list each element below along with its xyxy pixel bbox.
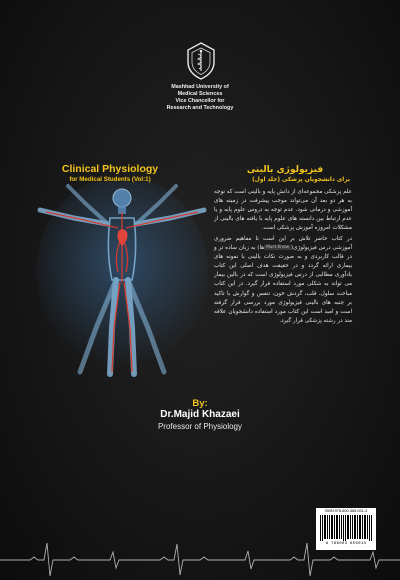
book-subtitle-persian: برای دانشجویان پزشکی (جلد اول) [252, 177, 350, 183]
by-label: By: [192, 398, 208, 409]
description-text: در کتاب حاضر تلاش بر این است تا مفاهیم ضروری آموزشی درس فیزیولوژی( [214, 236, 352, 252]
description-paragraph [214, 235, 352, 325]
publisher-line: Research and Technology [166, 104, 234, 111]
barcode-digits: 9 786003 650013 [325, 542, 367, 546]
description-paragraph: علم پزشکی مجموعه‌ای از دانش پایه و بالینی است که توجه به هر دو بعد آن می‌تواند موجب پیشرفت در زمینه های آموزشی و درمانی شود. عدم توجه به دروس علوم پایه و یا عدم ارتباط بین دانسته های علوم پایه با یافته های بالینی از مشکلات امروزه آموزش پزشکی است. [214, 189, 352, 232]
must-know-badge: Must Know [266, 244, 289, 250]
description-text: ها) به زبان ساده تر و در قالب کاربردی و به صورت نکات بالینی با نمونه های بیماری ارائه گردد و در حقیقت هدف اصلی این کتاب یادآوری مطالبی از درس فیزیولوژی است که در بالین بیمار می تواند به شکلی مورد استفاده قرار گیرد. در این کتاب مباحث سلول، قلب، گردش خون، تنفس و گوارش با تاکید بر جنبه های بالینی فیزیولوژی مورد بررسی قرار گرفته است و امید است این کتاب مورد استفاده دانشجویان علاقه مند در رشته پزشکی قرار گیرد. [214, 245, 352, 324]
publisher-name [150, 84, 250, 112]
human-anatomy-figure-icon [34, 182, 210, 380]
book-title-persian: فیزیولوژی بالینی [246, 165, 324, 175]
university-seal-icon [186, 42, 216, 80]
publisher-line: Mashhad University of [171, 84, 229, 90]
author-name: Dr.Majid Khazaei [160, 409, 240, 420]
author-title: Professor of Physiology [157, 422, 243, 431]
isbn-label: ISBN:978-600-365-001-3 [324, 509, 368, 513]
publisher-line: Vice Chancellor for [175, 97, 225, 104]
book-title-english: Clinical Physiology [61, 163, 159, 175]
ecg-heartbeat-line-icon [0, 538, 400, 580]
book-subtitle-english: for Medical Students (Vol:1) [69, 176, 151, 183]
book-description [214, 188, 352, 328]
publisher-line: Medical Sciences [177, 90, 223, 97]
